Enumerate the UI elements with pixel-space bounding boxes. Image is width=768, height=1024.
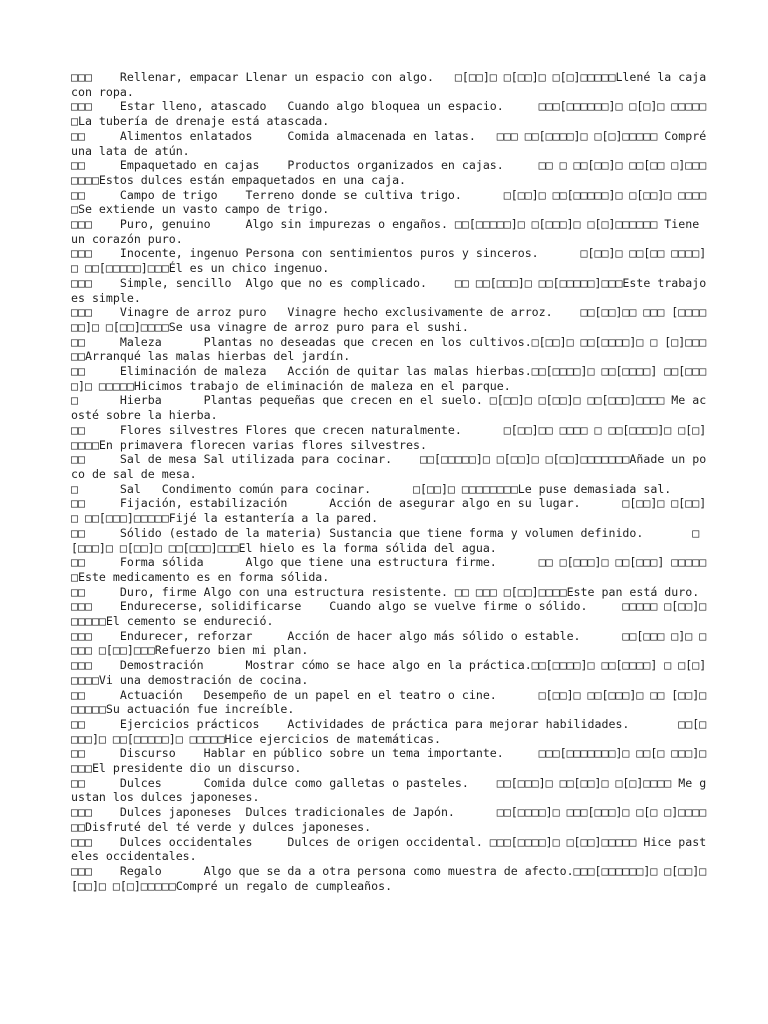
entry-empaquetado: □□ Empaquetado en cajas Productos organizados en cajas. □□ □ □□[□□]□ □□[□□ □]□□□□□□□Estos dulces están empaquetados en una caja. <box>71 158 707 187</box>
entry-fijacion: □□ Fijación, estabilización Acción de asegurar algo en su lugar. □[□□]□ □[□□]□ □□[□□□]□□□□□Fijé la estantería a la pared. <box>71 496 707 526</box>
entry-puro: □□□ Puro, genuino Algo sin impurezas o engaños. □□[□□□□□]□ □[□□□]□ □[□]□□□□□□ Tiene un corazón puro. <box>71 217 707 246</box>
entry-simple: □□□ Simple, sencillo Algo que no es complicado. □□ □□[□□□]□ □□[□□□□□]□□□Este trabajo es simple. <box>71 275 714 305</box>
entry-eliminacion-maleza: □□ Eliminación de maleza Acción de quitar las malas hierbas.□□[□□□□]□ □□[□□□□] □□[□□□□]□ □□□□□Hicimos trabajo de eliminación de maleza en el parque. <box>71 364 707 393</box>
entry-hierba: □ Hierba Plantas pequeñas que crecen en el suelo. □[□□]□ □[□□]□ □□[□□□]□□□□ Me acosté sobre la hierba. <box>71 393 707 423</box>
entry-ejercicios: □□ Ejercicios prácticos Actividades de práctica para mejorar habilidades. □□[□□□□]□ □□[□□□□□]□ □□□□□Hice ejercicios de matemáticas. <box>71 716 707 746</box>
entry-flores: □□ Flores silvestres Flores que crecen naturalmente. □[□□]□□ □□□□ □ □□[□□□□]□ □[□]□□□□En primavera florecen varias flores silvestres. <box>71 422 707 452</box>
entry-sal-mesa: □□ Sal de mesa Sal utilizada para cocinar. □□[□□□□□]□ □[□□]□ □[□□]□□□□□□□Añade un poco de sal de mesa. <box>71 452 707 481</box>
entry-maleza: □□ Maleza Plantas no deseadas que crecen en los cultivos.□[□□]□ □□[□□□□]□ □ [□]□□□□□Arranqué las malas hierbas del jardín. <box>71 334 707 364</box>
entry-vinagre: □□□ Vinagre de arroz puro Vinagre hecho exclusivamente de arroz. □□[□□]□□ □□□ [□□□□□□]□ □[□□]□□□□Se usa vinagre de arroz puro para el sushi. <box>71 305 707 334</box>
entry-sal: □ Sal Condimento común para cocinar. □[□□]□ □□□□□□□□Le puse demasiada sal. <box>71 481 672 496</box>
entry-inocente: □□□ Inocente, ingenuo Persona con sentimientos puros y sinceros. □[□□]□ □□[□□ □□□□]□ □□[□□□□□]□□□Él es un chico ingenuo. <box>71 246 707 276</box>
entry-demostracion: □□□ Demostración Mostrar cómo se hace algo en la práctica.□□[□□□□]□ □□[□□□□] □ □[□]□□□□Vi una demostración de cocina. <box>71 658 707 687</box>
entry-enlatados: □□ Alimentos enlatados Comida almacenada en latas. □□□ □□[□□□□]□ □[□]□□□□□ Compré una lata de atún. <box>71 128 714 158</box>
entry-dulces-occidentales: □□□ Dulces occidentales Dulces de origen occidental. □□□[□□□□]□ □[□□]□□□□□ Hice pasteles occidentales. <box>71 834 707 864</box>
entry-campo-trigo: □□ Campo de trigo Terreno donde se cultiva trigo. □[□□]□ □□[□□□□□]□ □[□□]□ □□□□□Se extiende un vasto campo de trigo. <box>71 187 707 217</box>
entry-regalo: □□□ Regalo Algo que se da a otra persona como muestra de afecto.□□□[□□□□□□]□ □[□□]□[□□]□ □[□]□□□□□Compré un regalo de cumpleaños. <box>71 863 707 893</box>
entry-endurecerse: □□□ Endurecerse, solidificarse Cuando algo se vuelve firme o sólido. □□□□□ □[□□]□□□□□□El cemento se endureció. <box>71 599 707 629</box>
entry-dulces: □□ Dulces Comida dulce como galletas o pasteles. □□[□□□]□ □□[□□]□ □[□]□□□□ Me gustan los dulces japoneses. <box>71 775 707 805</box>
entry-dulces-japoneses: □□□ Dulces japoneses Dulces tradicionales de Japón. □□[□□□□]□ □□□[□□□]□ □[□ □]□□□□□□Disfruté del té verde y dulces japoneses. <box>71 805 707 834</box>
entry-forma-solida: □□ Forma sólida Algo que tiene una estructura firme. □□ □[□□□]□ □□[□□□] □□□□□□Este medicamento es en forma sólida. <box>71 555 707 584</box>
entry-atascado: □□□ Estar lleno, atascado Cuando algo bloquea un espacio. □□□[□□□□□□]□ □[□]□ □□□□□□La tubería de drenaje está atascada. <box>71 99 707 129</box>
entry-rellenar: □□□ Rellenar, empacar Llenar un espacio con algo. □[□□]□ □[□□]□ □[□]□□□□□Llené la caja con ropa. <box>71 70 714 99</box>
entry-endurecer: □□□ Endurecer, reforzar Acción de hacer algo más sólido o estable. □□[□□□ □]□ □□□□ □[□□]□□□Refuerzo bien mi plan. <box>71 628 707 658</box>
entry-solido: □□ Sólido (estado de la materia) Sustancia que tiene forma y volumen definido. □[□□□]□ □[□□]□ □□[□□□]□□□El hielo es la forma sólida del agua. <box>71 525 700 555</box>
vocabulary-list <box>71 70 714 893</box>
entry-discurso: □□ Discurso Hablar en público sobre un tema importante. □□□[□□□□□□□]□ □□[□ □□□]□ □□□El presidente dio un discurso. <box>71 746 714 776</box>
entry-actuacion: □□ Actuación Desempeño de un papel en el teatro o cine. □[□□]□ □□[□□□]□ □□ [□□]□□□□□□Su actuación fue increíble. <box>71 687 707 717</box>
entry-duro: □□ Duro, firme Algo con una estructura resistente. □□ □□□ □[□□]□□□□Este pan está duro. <box>71 584 700 599</box>
